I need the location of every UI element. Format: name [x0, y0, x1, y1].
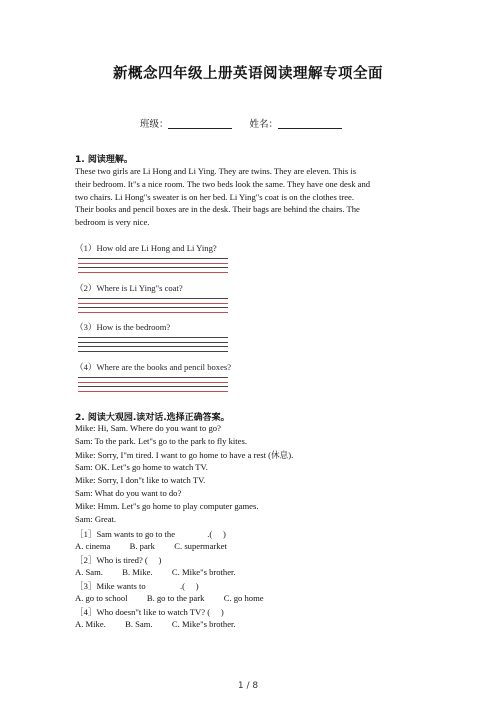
answer-lines-4[interactable] — [78, 377, 228, 395]
name-label: 姓名： — [249, 119, 279, 130]
section1-passage — [75, 165, 423, 229]
question-3: （3）How is the bedroom? — [75, 322, 171, 332]
dialogue-line: Sam: OK. Let"s go home to watch TV. — [75, 462, 208, 472]
dialogue-line: Sam: What do you want to do? — [75, 488, 182, 498]
dialogue-line: Mike: Sorry, I don"t like to watch TV. — [75, 475, 206, 485]
page-number: 1 / 8 — [237, 681, 259, 691]
student-info — [0, 116, 496, 130]
dialogue-line: Mike: Hmm. Let"s go home to play computer games. — [75, 501, 259, 511]
answer-lines-3[interactable] — [78, 337, 228, 355]
item-question-3: ［3］Mike wants to .( ) — [75, 581, 199, 591]
question-4: （4）Where are the books and pencil boxes? — [75, 362, 232, 372]
class-blank[interactable] — [168, 118, 232, 129]
dialogue-line: Sam: To the park. Let"s go to the park to fly kites. — [75, 436, 247, 446]
dialogue-line: Mike: Sorry, I"m tired. I want to go home to have a rest (休息). — [75, 450, 294, 460]
item-options-2: A. Sam. B. Mike. C. Mike"s brother. — [75, 567, 236, 577]
passage-line: two chairs. Li Hong"s sweater is on her bed. Li Ying"s coat is on the clothes tree. — [75, 191, 355, 202]
dialogue-line: Sam: Great. — [75, 514, 117, 524]
question-2: （2）Where is Li Ying"s coat? — [75, 283, 183, 293]
answer-lines-2[interactable] — [78, 298, 228, 316]
item-options-3: A. go to school B. go to the park C. go home — [75, 593, 264, 603]
passage-line: These two girls are Li Hong and Li Ying. They are twins. They are eleven. This is — [75, 166, 357, 176]
answer-lines-1[interactable] — [78, 258, 228, 276]
item-options-4: A. Mike. B. Sam. C. Mike"s brother. — [75, 619, 236, 629]
class-label: 班级： — [139, 119, 169, 130]
question-1: （1）How old are Li Hong and Li Ying? — [75, 243, 217, 253]
section1-heading: 1. 阅读理解。 — [75, 155, 133, 165]
page-title: 新概念四年级上册英语阅读理解专项全面 — [113, 66, 383, 82]
dialogue-line: Mike: Hi, Sam. Where do you want to go? — [75, 423, 221, 433]
item-question-1: ［1］Sam wants to go to the .( ) — [75, 529, 226, 539]
name-blank[interactable] — [278, 118, 342, 129]
section2-heading: 2. 阅读大观园.读对话.选择正确答案。 — [75, 413, 230, 423]
passage-line: their bedroom. It"s a nice room. The two beds look the same. They have one desk and — [75, 178, 371, 189]
passage-line: Their books and pencil boxes are in the desk. Their bags are behind the chairs. The — [75, 204, 360, 215]
item-question-4: ［4］Who doesn"t like to watch TV? ( ) — [75, 607, 224, 617]
passage-line: bedroom is very nice. — [75, 217, 150, 228]
item-options-1: A. cinema B. park C. supermarket — [75, 541, 227, 551]
item-question-2: ［2］Who is tired? ( ) — [75, 555, 162, 565]
